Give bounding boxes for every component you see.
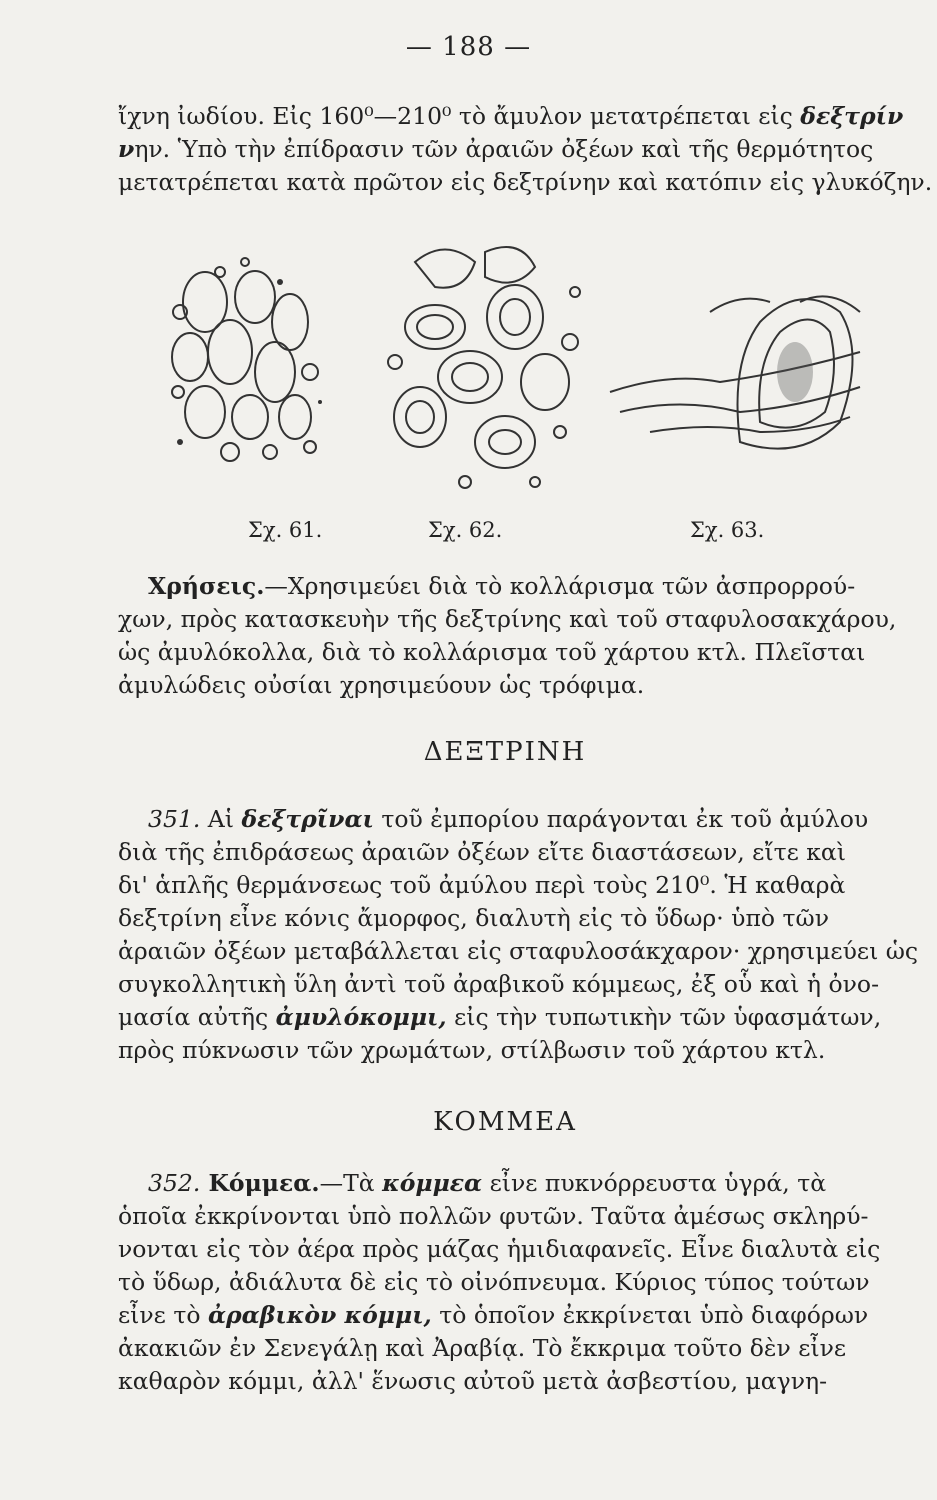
uses-lead: Χρήσεις. <box>148 572 265 600</box>
gums-line-4: τὸ ὕδωρ, ἀδιάλυτα δὲ εἰς τὸ οἰνόπνευμα. Κύριος τύπος τούτων <box>118 1268 870 1296</box>
figure-62-starch-grains <box>375 232 595 502</box>
dextrin-line-7: μασία αὐτῆς ἀμυλόκομμι, εἰς τὴν τυπωτικὴν τῶν ὑφασμάτων, <box>118 1003 882 1031</box>
gums-line-7: καθαρὸν κόμμι, ἀλλ' ἕνωσις αὐτοῦ μετὰ ἀσβεστίου, μαγνη- <box>118 1367 828 1395</box>
section-number-352: 352. <box>148 1169 201 1197</box>
gums-line-1: 352. Κόμμεα.—Τὰ κόμμεα εἶνε πυκνόρρευστα ὑγρά, τὰ <box>148 1169 827 1197</box>
uses-line-4: ἀμυλώδεις οὐσίαι χρησιμεύουν ὡς τρόφιμα. <box>118 671 645 699</box>
dextrin-paragraph <box>118 803 919 1067</box>
dextrin-line-4: δεξτρίνη εἶνε κόνις ἄμορφος, διαλυτὴ εἰς τὸ ὕδωρ· ὑπὸ τῶν <box>118 904 829 932</box>
figure-63-cell-section <box>590 272 880 462</box>
gums-line-3: νονται εἰς τὸν ἀέρα πρὸς μάζας ἡμιδιαφανεῖς. Εἶνε διαλυτὰ εἰς <box>118 1235 881 1263</box>
figure-61-starch-grains <box>160 252 330 472</box>
caption-fig-61: Σχ. 61. <box>248 518 323 542</box>
intro-line-2: νην. Ὑπὸ τὴν ἐπίδρασιν τῶν ἀραιῶν ὀξέων καὶ τῆς θερμότητος <box>118 135 874 163</box>
uses-line-2: χων, πρὸς κατασκευὴν τῆς δεξτρίνης καὶ τοῦ σταφυλοσακχάρου, <box>118 605 897 633</box>
intro-line-1: ἴχνη ἰωδίου. Εἰς 160⁰—210⁰ τὸ ἄμυλον μετατρέπεται εἰς δεξτρίν <box>118 102 904 130</box>
uses-paragraph <box>118 570 898 702</box>
dextrin-line-1: 351. Αἱ δεξτρῖναι τοῦ ἐμπορίου παράγονται ἐκ τοῦ ἀμύλου <box>148 805 869 833</box>
dextrin-emph: δεξτρῖναι <box>241 805 374 833</box>
section-number-351: 351. <box>148 805 201 833</box>
heading-dextrin: ΔΕΞΤΡΙΝΗ <box>423 737 587 767</box>
dextrin-line-6: συγκολλητικὴ ὕλη ἀντὶ τοῦ ἀραβικοῦ κόμμεως, ἐξ οὗ καὶ ἡ ὀνο- <box>118 970 880 998</box>
figures-row <box>150 232 890 512</box>
uses-line-3: ὡς ἀμυλόκολλα, διὰ τὸ κολλάρισμα τοῦ χάρτου κτλ. Πλεῖσται <box>118 638 866 666</box>
dextrin-line-8: πρὸς πύκνωσιν τῶν χρωμάτων, στίλβωσιν τοῦ χάρτου κτλ. <box>118 1036 826 1064</box>
heading-gums: ΚΟΜΜΕΑ <box>433 1107 577 1137</box>
caption-fig-63: Σχ. 63. <box>690 518 765 542</box>
gums-line-2: ὁποῖα ἐκκρίνονται ὑπὸ πολλῶν φυτῶν. Ταῦτα ἀμέσως σκληρύ- <box>118 1202 869 1230</box>
gums-paragraph <box>118 1167 898 1398</box>
amylokommi-emph: ἀμυλόκομμι, <box>275 1003 447 1031</box>
arabic-gum-emph: ἀραβικὸν κόμμι, <box>207 1301 432 1329</box>
gums-line-5: εἶνε τὸ ἀραβικὸν κόμμι, τὸ ὁποῖον ἐκκρίνεται ὑπὸ διαφόρων <box>118 1301 869 1329</box>
dextrin-line-5: ἀραιῶν ὀξέων μεταβάλλεται εἰς σταφυλοσάκχαρον· χρησιμεύει ὡς <box>118 937 919 965</box>
intro-line-3: μετατρέπεται κατὰ πρῶτον εἰς δεξτρίνην καὶ κατόπιν εἰς γλυκόζην. <box>118 168 933 196</box>
caption-fig-62: Σχ. 62. <box>428 518 503 542</box>
uses-line-1: Χρήσεις.—Χρησιμεύει διὰ τὸ κολλάρισμα τῶν ἀσπρορρού- <box>148 572 856 600</box>
intro-paragraph <box>118 100 933 199</box>
gums-line-6: ἀκακιῶν ἐν Σενεγάλῃ καὶ Ἀραβίᾳ. Τὸ ἔκκριμα τοῦτο δὲν εἶνε <box>118 1334 847 1362</box>
intro-emph: δεξτρίν <box>800 102 904 130</box>
dextrin-line-2: διὰ τῆς ἐπιδράσεως ἀραιῶν ὀξέων εἴτε διαστάσεων, εἴτε καὶ <box>118 838 846 866</box>
gums-emph: κόμμεα <box>382 1169 483 1197</box>
dextrin-line-3: δι' ἁπλῆς θερμάνσεως τοῦ ἀμύλου περὶ τοὺς 210⁰. Ἡ καθαρὰ <box>118 871 846 899</box>
intro-emph-cont: ν <box>118 135 135 163</box>
gums-lead: Κόμμεα. <box>200 1169 320 1197</box>
page-number: — 188 — <box>405 32 532 62</box>
